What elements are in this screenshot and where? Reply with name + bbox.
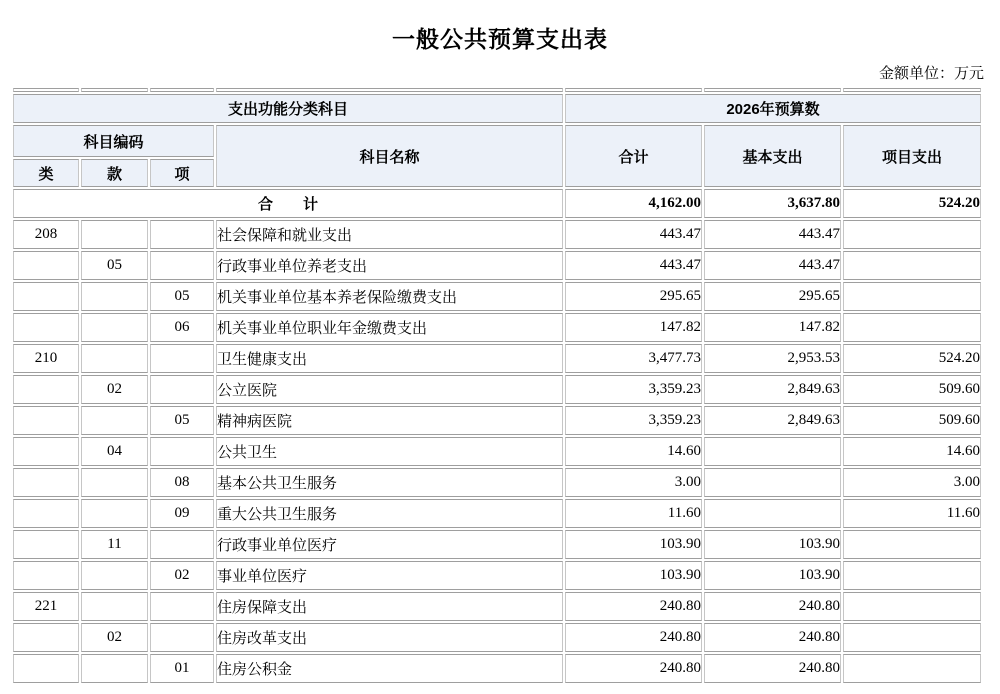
cell-project (843, 282, 981, 311)
table-row (13, 220, 981, 249)
table-body (13, 88, 981, 683)
total-row-total: 4,162.00 (565, 189, 702, 218)
cell-total: 240.80 (565, 654, 702, 683)
header-section: 款 (81, 159, 148, 187)
cell-class-code (13, 251, 79, 280)
cell-project (843, 220, 981, 249)
cell-section-code (81, 468, 148, 497)
cell-project: 524.20 (843, 344, 981, 373)
total-row (13, 189, 981, 218)
header-project-expenditure: 项目支出 (843, 125, 981, 187)
cell-subject-name: 卫生健康支出 (216, 344, 563, 373)
cell-class-code: 208 (13, 220, 79, 249)
header-row-groups (13, 94, 981, 123)
cell-project (843, 592, 981, 621)
cell-basic (704, 499, 841, 528)
cell-basic: 147.82 (704, 313, 841, 342)
cell-item-code: 05 (150, 282, 214, 311)
table-row (13, 282, 981, 311)
spacer-cell (565, 88, 702, 92)
cell-subject-name: 事业单位医疗 (216, 561, 563, 590)
cell-total: 3,477.73 (565, 344, 702, 373)
cell-section-code (81, 220, 148, 249)
cell-total: 240.80 (565, 592, 702, 621)
cell-subject-name: 机关事业单位职业年金缴费支出 (216, 313, 563, 342)
cell-basic: 103.90 (704, 561, 841, 590)
cell-subject-name: 行政事业单位养老支出 (216, 251, 563, 280)
header-expenditure-classification: 支出功能分类科目 (13, 94, 563, 123)
cell-item-code: 05 (150, 406, 214, 435)
cell-item-code (150, 623, 214, 652)
cell-item-code (150, 437, 214, 466)
cell-subject-name: 公立医院 (216, 375, 563, 404)
cell-project: 14.60 (843, 437, 981, 466)
cell-project (843, 530, 981, 559)
cell-basic: 2,953.53 (704, 344, 841, 373)
cell-item-code (150, 375, 214, 404)
cell-basic: 240.80 (704, 592, 841, 621)
cell-total: 443.47 (565, 251, 702, 280)
spacer-row (13, 88, 981, 92)
cell-class-code (13, 468, 79, 497)
page-title: 一般公共预算支出表 (392, 26, 608, 52)
cell-section-code (81, 592, 148, 621)
header-item: 项 (150, 159, 214, 187)
cell-class-code (13, 623, 79, 652)
table-row (13, 468, 981, 497)
spacer-cell (843, 88, 981, 92)
table-row (13, 344, 981, 373)
table-row (13, 406, 981, 435)
unit-note: 金额单位：万元 (878, 66, 984, 82)
header-row-code-group (13, 125, 981, 157)
cell-item-code (150, 220, 214, 249)
cell-item-code: 08 (150, 468, 214, 497)
cell-project (843, 654, 981, 683)
cell-basic: 240.80 (704, 623, 841, 652)
cell-subject-name: 精神病医院 (216, 406, 563, 435)
cell-item-code (150, 344, 214, 373)
cell-subject-name: 公共卫生 (216, 437, 563, 466)
cell-class-code: 210 (13, 344, 79, 373)
cell-subject-name: 社会保障和就业支出 (216, 220, 563, 249)
cell-item-code: 09 (150, 499, 214, 528)
cell-basic (704, 468, 841, 497)
header-budget-2026: 2026年预算数 (565, 94, 981, 123)
table-row (13, 313, 981, 342)
cell-total: 11.60 (565, 499, 702, 528)
cell-subject-name: 住房保障支出 (216, 592, 563, 621)
cell-section-code (81, 344, 148, 373)
cell-subject-name: 住房公积金 (216, 654, 563, 683)
cell-total: 240.80 (565, 623, 702, 652)
cell-subject-name: 基本公共卫生服务 (216, 468, 563, 497)
spacer-cell (13, 88, 79, 92)
cell-total: 103.90 (565, 561, 702, 590)
table-row (13, 499, 981, 528)
cell-section-code: 04 (81, 437, 148, 466)
cell-section-code (81, 313, 148, 342)
cell-item-code: 06 (150, 313, 214, 342)
cell-subject-name: 机关事业单位基本养老保险缴费支出 (216, 282, 563, 311)
spacer-cell (704, 88, 841, 92)
spacer-cell (150, 88, 214, 92)
cell-project (843, 561, 981, 590)
cell-class-code (13, 313, 79, 342)
cell-class-code: 221 (13, 592, 79, 621)
cell-project: 11.60 (843, 499, 981, 528)
table-row (13, 375, 981, 404)
cell-item-code: 01 (150, 654, 214, 683)
cell-section-code: 02 (81, 623, 148, 652)
cell-class-code (13, 654, 79, 683)
cell-item-code (150, 251, 214, 280)
cell-subject-name: 住房改革支出 (216, 623, 563, 652)
cell-total: 3.00 (565, 468, 702, 497)
cell-total: 103.90 (565, 530, 702, 559)
cell-total: 443.47 (565, 220, 702, 249)
cell-section-code (81, 282, 148, 311)
cell-class-code (13, 406, 79, 435)
cell-project (843, 251, 981, 280)
spacer-cell (216, 88, 563, 92)
cell-section-code: 11 (81, 530, 148, 559)
cell-class-code (13, 530, 79, 559)
cell-class-code (13, 499, 79, 528)
cell-basic: 103.90 (704, 530, 841, 559)
total-row-project: 524.20 (843, 189, 981, 218)
cell-section-code: 05 (81, 251, 148, 280)
cell-total: 3,359.23 (565, 375, 702, 404)
cell-item-code (150, 592, 214, 621)
cell-class-code (13, 375, 79, 404)
cell-project (843, 313, 981, 342)
cell-basic: 2,849.63 (704, 375, 841, 404)
header-total: 合计 (565, 125, 702, 187)
cell-project (843, 623, 981, 652)
table-row (13, 530, 981, 559)
cell-basic (704, 437, 841, 466)
budget-table (11, 86, 983, 685)
cell-project: 3.00 (843, 468, 981, 497)
cell-section-code (81, 654, 148, 683)
header-class: 类 (13, 159, 79, 187)
cell-basic: 443.47 (704, 220, 841, 249)
cell-total: 147.82 (565, 313, 702, 342)
cell-section-code (81, 499, 148, 528)
header-subject-code: 科目编码 (13, 125, 214, 157)
cell-class-code (13, 437, 79, 466)
cell-project: 509.60 (843, 375, 981, 404)
cell-total: 3,359.23 (565, 406, 702, 435)
cell-class-code (13, 282, 79, 311)
cell-section-code: 02 (81, 375, 148, 404)
cell-section-code (81, 561, 148, 590)
table-row (13, 592, 981, 621)
spacer-cell (81, 88, 148, 92)
cell-total: 295.65 (565, 282, 702, 311)
table-row (13, 561, 981, 590)
header-subject-name: 科目名称 (216, 125, 563, 187)
cell-item-code: 02 (150, 561, 214, 590)
cell-total: 14.60 (565, 437, 702, 466)
cell-item-code (150, 530, 214, 559)
table-row (13, 437, 981, 466)
cell-basic: 295.65 (704, 282, 841, 311)
cell-class-code (13, 561, 79, 590)
cell-basic: 443.47 (704, 251, 841, 280)
cell-subject-name: 行政事业单位医疗 (216, 530, 563, 559)
cell-section-code (81, 406, 148, 435)
total-row-label: 合 计 (13, 189, 563, 218)
table-row (13, 623, 981, 652)
cell-basic: 2,849.63 (704, 406, 841, 435)
cell-subject-name: 重大公共卫生服务 (216, 499, 563, 528)
table-row (13, 654, 981, 683)
table-row (13, 251, 981, 280)
cell-basic: 240.80 (704, 654, 841, 683)
cell-project: 509.60 (843, 406, 981, 435)
header-basic-expenditure: 基本支出 (704, 125, 841, 187)
total-row-basic: 3,637.80 (704, 189, 841, 218)
